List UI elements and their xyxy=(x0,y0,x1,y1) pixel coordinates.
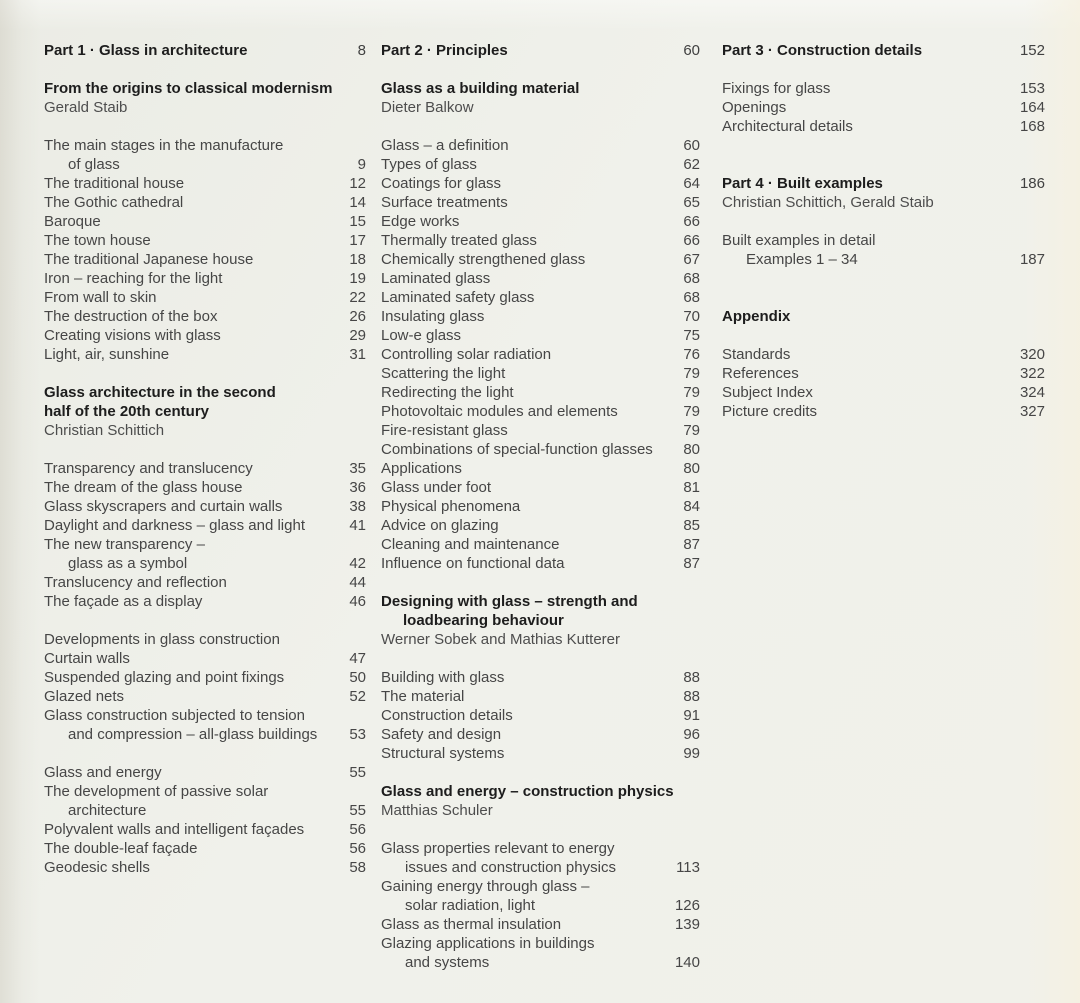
section-spacer xyxy=(381,60,700,79)
author-row xyxy=(722,193,1045,212)
chapter-heading-row xyxy=(44,79,366,98)
toc-column-part2 xyxy=(381,41,700,972)
page-number: 46 xyxy=(349,593,366,610)
toc-entry-label: The new transparency – xyxy=(44,536,205,553)
toc-entry-row xyxy=(381,231,700,250)
page-number: 140 xyxy=(674,954,700,971)
toc-entry-row xyxy=(44,288,366,307)
toc-entry-row xyxy=(44,307,366,326)
toc-entry-row xyxy=(44,326,366,345)
page-number: 35 xyxy=(349,460,366,477)
page-number: 152 xyxy=(1019,42,1045,59)
part-heading-row xyxy=(44,41,366,60)
author-name: Gerald Staib xyxy=(44,99,128,116)
toc-entry-row xyxy=(381,934,700,953)
toc-entry-label: Laminated safety glass xyxy=(381,289,535,306)
page-number: 88 xyxy=(683,688,700,705)
chapter-heading-row xyxy=(381,592,700,611)
toc-entry-label: issues and construction physics xyxy=(405,859,616,876)
toc-column-part3-4-appendix xyxy=(722,41,1045,421)
toc-entry-label: The development of passive solar xyxy=(44,783,269,800)
section-spacer xyxy=(44,744,366,763)
toc-entry-row xyxy=(44,706,366,725)
toc-entry-row xyxy=(44,725,366,744)
page-number: 87 xyxy=(683,555,700,572)
toc-entry-row xyxy=(44,478,366,497)
author-row xyxy=(381,801,700,820)
toc-entry-label: The double-leaf façade xyxy=(44,840,198,857)
toc-entry-label: Light, air, sunshine xyxy=(44,346,170,363)
section-spacer xyxy=(381,820,700,839)
toc-entry-row xyxy=(381,307,700,326)
page-number: 38 xyxy=(349,498,366,515)
toc-column-part1 xyxy=(44,41,366,877)
toc-entry-label: Chemically strengthened glass xyxy=(381,251,586,268)
page-number: 70 xyxy=(683,308,700,325)
toc-entry-row xyxy=(44,630,366,649)
toc-entry-row xyxy=(722,231,1045,250)
section-spacer xyxy=(381,117,700,136)
page-number: 60 xyxy=(683,137,700,154)
page-number: 96 xyxy=(683,726,700,743)
author-row xyxy=(44,98,366,117)
toc-entry-row xyxy=(381,725,700,744)
toc-entry-label: Low-e glass xyxy=(381,327,462,344)
page-number: 9 xyxy=(357,156,366,173)
toc-entry-label: Gaining energy through glass – xyxy=(381,878,590,895)
toc-entry-row xyxy=(381,250,700,269)
page-number: 17 xyxy=(349,232,366,249)
toc-entry-label: The dream of the glass house xyxy=(44,479,243,496)
chapter-heading-row xyxy=(381,79,700,98)
page-number: 79 xyxy=(683,403,700,420)
toc-entry-row xyxy=(381,402,700,421)
page-number: 79 xyxy=(683,422,700,439)
section-spacer xyxy=(44,440,366,459)
section-spacer xyxy=(722,326,1045,345)
page-number: 79 xyxy=(683,384,700,401)
toc-entry-row xyxy=(381,706,700,725)
toc-entry-label: The Gothic cathedral xyxy=(44,194,184,211)
toc-entry-row xyxy=(722,402,1045,421)
toc-entry-label: The traditional house xyxy=(44,175,185,192)
page-number: 187 xyxy=(1019,251,1045,268)
part-heading-label: Part 4 · Built examples xyxy=(722,175,883,192)
page-number: 8 xyxy=(357,42,366,59)
chapter-heading-row xyxy=(44,383,366,402)
page-number: 62 xyxy=(683,156,700,173)
section-spacer xyxy=(381,573,700,592)
toc-entry-label: Built examples in detail xyxy=(722,232,876,249)
page-number: 164 xyxy=(1019,99,1045,116)
toc-entry-label: Types of glass xyxy=(381,156,477,173)
page-number: 66 xyxy=(683,213,700,230)
toc-entry-label: Examples 1 – 34 xyxy=(746,251,858,268)
toc-entry-row xyxy=(381,345,700,364)
page-number: 42 xyxy=(349,555,366,572)
page-number: 18 xyxy=(349,251,366,268)
toc-entry-row xyxy=(381,193,700,212)
toc-entry-label: Glass and energy xyxy=(44,764,162,781)
author-name: Christian Schittich, Gerald Staib xyxy=(722,194,934,211)
page-number: 139 xyxy=(674,916,700,933)
toc-entry-label: Geodesic shells xyxy=(44,859,150,876)
page-number: 75 xyxy=(683,327,700,344)
toc-entry-row xyxy=(44,839,366,858)
toc-entry-label: Translucency and reflection xyxy=(44,574,227,591)
chapter-heading-label: half of the 20th century xyxy=(44,403,210,420)
chapter-heading-label: loadbearing behaviour xyxy=(403,612,564,629)
toc-entry-row xyxy=(44,193,366,212)
toc-entry-label: References xyxy=(722,365,799,382)
toc-entry-row xyxy=(381,155,700,174)
toc-entry-label: Glazed nets xyxy=(44,688,125,705)
page-number: 22 xyxy=(349,289,366,306)
toc-entry-row xyxy=(381,478,700,497)
toc-entry-label: Surface treatments xyxy=(381,194,508,211)
toc-entry-row xyxy=(722,117,1045,136)
toc-entry-row xyxy=(381,174,700,193)
toc-entry-label: The destruction of the box xyxy=(44,308,218,325)
toc-entry-label: and systems xyxy=(405,954,490,971)
chapter-heading-label: Designing with glass – strength and xyxy=(381,593,638,610)
page-number: 81 xyxy=(683,479,700,496)
part-heading-label: Part 1 · Glass in architecture xyxy=(44,42,248,59)
page-number: 56 xyxy=(349,840,366,857)
page-number: 14 xyxy=(349,194,366,211)
page-number: 64 xyxy=(683,175,700,192)
toc-entry-row xyxy=(44,668,366,687)
toc-entry-label: Glass – a definition xyxy=(381,137,509,154)
toc-entry-row xyxy=(44,212,366,231)
toc-entry-row xyxy=(381,877,700,896)
toc-entry-label: Insulating glass xyxy=(381,308,485,325)
toc-entry-row xyxy=(722,98,1045,117)
page-number: 15 xyxy=(349,213,366,230)
page-number: 66 xyxy=(683,232,700,249)
chapter-heading-label: Glass architecture in the second xyxy=(44,384,276,401)
toc-entry-label: Subject Index xyxy=(722,384,813,401)
page-number: 55 xyxy=(349,764,366,781)
part-heading-label: Part 3 · Construction details xyxy=(722,42,923,59)
author-row xyxy=(381,630,700,649)
toc-entry-label: Controlling solar radiation xyxy=(381,346,552,363)
section-spacer xyxy=(722,269,1045,307)
toc-entry-label: solar radiation, light xyxy=(405,897,536,914)
toc-entry-row xyxy=(44,459,366,478)
toc-entry-label: The traditional Japanese house xyxy=(44,251,254,268)
toc-entry-label: Construction details xyxy=(381,707,513,724)
toc-entry-row xyxy=(381,421,700,440)
page-number: 56 xyxy=(349,821,366,838)
toc-entry-label: Suspended glazing and point fixings xyxy=(44,669,285,686)
page-number: 29 xyxy=(349,327,366,344)
toc-entry-row xyxy=(44,269,366,288)
page-number: 41 xyxy=(349,517,366,534)
toc-entry-row xyxy=(44,497,366,516)
toc-entry-label: Picture credits xyxy=(722,403,818,420)
toc-entry-label: Thermally treated glass xyxy=(381,232,537,249)
toc-entry-label: Glass construction subjected to tension xyxy=(44,707,305,724)
toc-entry-row xyxy=(381,364,700,383)
page-number: 65 xyxy=(683,194,700,211)
toc-entry-row xyxy=(381,497,700,516)
page-number: 79 xyxy=(683,365,700,382)
page-number: 44 xyxy=(349,574,366,591)
part-heading-row xyxy=(722,174,1045,193)
part-heading-label: Part 2 · Principles xyxy=(381,42,508,59)
toc-entry-label: Scattering the light xyxy=(381,365,506,382)
author-name: Matthias Schuler xyxy=(381,802,493,819)
toc-entry-label: Fixings for glass xyxy=(722,80,831,97)
chapter-heading-row xyxy=(44,402,366,421)
section-spacer xyxy=(722,136,1045,174)
page-number: 153 xyxy=(1019,80,1045,97)
toc-entry-row xyxy=(722,345,1045,364)
toc-entry-label: From wall to skin xyxy=(44,289,157,306)
author-row xyxy=(44,421,366,440)
toc-entry-label: Redirecting the light xyxy=(381,384,514,401)
toc-entry-row xyxy=(44,155,366,174)
toc-entry-row xyxy=(381,440,700,459)
chapter-heading-label: Glass and energy – construction physics xyxy=(381,783,674,800)
section-spacer xyxy=(381,763,700,782)
section-spacer xyxy=(44,117,366,136)
part-heading-row xyxy=(381,41,700,60)
toc-entry-row xyxy=(44,801,366,820)
page-number: 126 xyxy=(674,897,700,914)
toc-entry-row xyxy=(381,212,700,231)
toc-entry-row xyxy=(381,858,700,877)
toc-entry-label: Creating visions with glass xyxy=(44,327,221,344)
toc-entry-label: Physical phenomena xyxy=(381,498,521,515)
toc-entry-row xyxy=(381,516,700,535)
page-number: 67 xyxy=(683,251,700,268)
page-number: 55 xyxy=(349,802,366,819)
part-heading-label: Appendix xyxy=(722,308,791,325)
toc-entry-row xyxy=(381,535,700,554)
toc-entry-label: Photovoltaic modules and elements xyxy=(381,403,618,420)
author-name: Christian Schittich xyxy=(44,422,165,439)
toc-entry-label: glass as a symbol xyxy=(68,555,188,572)
toc-entry-label: Glass skyscrapers and curtain walls xyxy=(44,498,283,515)
toc-entry-row xyxy=(381,668,700,687)
toc-entry-label: Transparency and translucency xyxy=(44,460,253,477)
toc-entry-row xyxy=(44,649,366,668)
toc-entry-row xyxy=(44,573,366,592)
page-number: 84 xyxy=(683,498,700,515)
toc-entry-row xyxy=(44,554,366,573)
toc-entry-row xyxy=(381,269,700,288)
page-number: 168 xyxy=(1019,118,1045,135)
toc-entry-label: Polyvalent walls and intelligent façades xyxy=(44,821,305,838)
toc-entry-row xyxy=(44,858,366,877)
toc-entry-label: Iron – reaching for the light xyxy=(44,270,223,287)
part-heading-row xyxy=(722,41,1045,60)
toc-entry-label: Safety and design xyxy=(381,726,502,743)
toc-entry-label: Cleaning and maintenance xyxy=(381,536,560,553)
page-number: 87 xyxy=(683,536,700,553)
toc-entry-row xyxy=(722,250,1045,269)
page-number: 113 xyxy=(676,859,700,876)
toc-entry-row xyxy=(44,592,366,611)
toc-entry-label: Glazing applications in buildings xyxy=(381,935,595,952)
page-number: 80 xyxy=(683,460,700,477)
page-number: 58 xyxy=(349,859,366,876)
section-spacer xyxy=(722,60,1045,79)
toc-entry-label: Building with glass xyxy=(381,669,505,686)
toc-entry-row xyxy=(44,174,366,193)
page-number: 186 xyxy=(1019,175,1045,192)
chapter-heading-row xyxy=(381,611,700,630)
page-number: 327 xyxy=(1019,403,1045,420)
toc-entry-row xyxy=(44,516,366,535)
page-number: 36 xyxy=(349,479,366,496)
toc-entry-row xyxy=(722,383,1045,402)
toc-entry-row xyxy=(381,383,700,402)
toc-entry-label: Applications xyxy=(381,460,462,477)
page-number: 76 xyxy=(683,346,700,363)
toc-entry-label: Combinations of special-function glasses xyxy=(381,441,653,458)
toc-entry-row xyxy=(44,535,366,554)
toc-entry-label: The façade as a display xyxy=(44,593,203,610)
page-number: 85 xyxy=(683,517,700,534)
page-number: 88 xyxy=(683,669,700,686)
toc-entry-row xyxy=(44,136,366,155)
toc-entry-label: The main stages in the manufacture xyxy=(44,137,284,154)
toc-entry-row xyxy=(44,687,366,706)
toc-entry-label: Developments in glass construction xyxy=(44,631,280,648)
author-name: Dieter Balkow xyxy=(381,99,474,116)
toc-entry-row xyxy=(381,953,700,972)
page-number: 47 xyxy=(349,650,366,667)
toc-entry-row xyxy=(381,326,700,345)
toc-entry-label: Coatings for glass xyxy=(381,175,502,192)
toc-entry-label: Advice on glazing xyxy=(381,517,499,534)
toc-entry-label: architecture xyxy=(68,802,147,819)
author-row xyxy=(381,98,700,117)
toc-entry-row xyxy=(381,687,700,706)
toc-entry-label: Curtain walls xyxy=(44,650,130,667)
toc-entry-row xyxy=(381,915,700,934)
toc-entry-row xyxy=(722,364,1045,383)
page-number: 53 xyxy=(349,726,366,743)
toc-entry-label: Structural systems xyxy=(381,745,505,762)
toc-entry-label: Fire-resistant glass xyxy=(381,422,508,439)
toc-entry-row xyxy=(381,288,700,307)
toc-entry-label: Openings xyxy=(722,99,787,116)
chapter-heading-label: Glass as a building material xyxy=(381,80,580,97)
page-number: 91 xyxy=(683,707,700,724)
page-number: 322 xyxy=(1019,365,1045,382)
chapter-heading-label: From the origins to classical modernism xyxy=(44,80,333,97)
toc-entry-row xyxy=(44,782,366,801)
toc-entry-row xyxy=(381,554,700,573)
page-number: 99 xyxy=(683,745,700,762)
toc-entry-label: Daylight and darkness – glass and light xyxy=(44,517,305,534)
toc-entry-row xyxy=(44,231,366,250)
toc-entry-row xyxy=(381,136,700,155)
page-number: 324 xyxy=(1019,384,1045,401)
section-spacer xyxy=(44,60,366,79)
page-number: 80 xyxy=(683,441,700,458)
toc-entry-row xyxy=(44,250,366,269)
page-number: 26 xyxy=(349,308,366,325)
toc-entry-label: Glass properties relevant to energy xyxy=(381,840,615,857)
toc-entry-label: Laminated glass xyxy=(381,270,491,287)
toc-entry-label: and compression – all-glass buildings xyxy=(68,726,318,743)
page-number: 320 xyxy=(1019,346,1045,363)
page-number: 19 xyxy=(349,270,366,287)
toc-entry-row xyxy=(44,820,366,839)
section-spacer xyxy=(381,649,700,668)
page-number: 50 xyxy=(349,669,366,686)
toc-entry-row xyxy=(381,896,700,915)
page-number: 68 xyxy=(683,289,700,306)
toc-entry-row xyxy=(44,345,366,364)
toc-entry-row xyxy=(381,839,700,858)
author-name: Werner Sobek and Mathias Kutterer xyxy=(381,631,621,648)
page-number: 68 xyxy=(683,270,700,287)
chapter-heading-row xyxy=(381,782,700,801)
page-number: 12 xyxy=(349,175,366,192)
toc-entry-label: Standards xyxy=(722,346,791,363)
toc-entry-label: Edge works xyxy=(381,213,460,230)
section-spacer xyxy=(44,364,366,383)
toc-entry-label: Glass as thermal insulation xyxy=(381,916,562,933)
toc-entry-row xyxy=(381,459,700,478)
toc-entry-row xyxy=(44,763,366,782)
section-spacer xyxy=(44,611,366,630)
page-number: 31 xyxy=(349,346,366,363)
toc-entry-label: The town house xyxy=(44,232,151,249)
toc-entry-row xyxy=(381,744,700,763)
toc-entry-label: Influence on functional data xyxy=(381,555,565,572)
toc-entry-label: Glass under foot xyxy=(381,479,492,496)
page-number: 52 xyxy=(349,688,366,705)
toc-entry-label: Architectural details xyxy=(722,118,853,135)
part-heading-row xyxy=(722,307,1045,326)
section-spacer xyxy=(722,212,1045,231)
page-number: 60 xyxy=(683,42,700,59)
toc-entry-row xyxy=(722,79,1045,98)
toc-entry-label: The material xyxy=(381,688,465,705)
toc-entry-label: Baroque xyxy=(44,213,101,230)
toc-entry-label: of glass xyxy=(68,156,120,173)
